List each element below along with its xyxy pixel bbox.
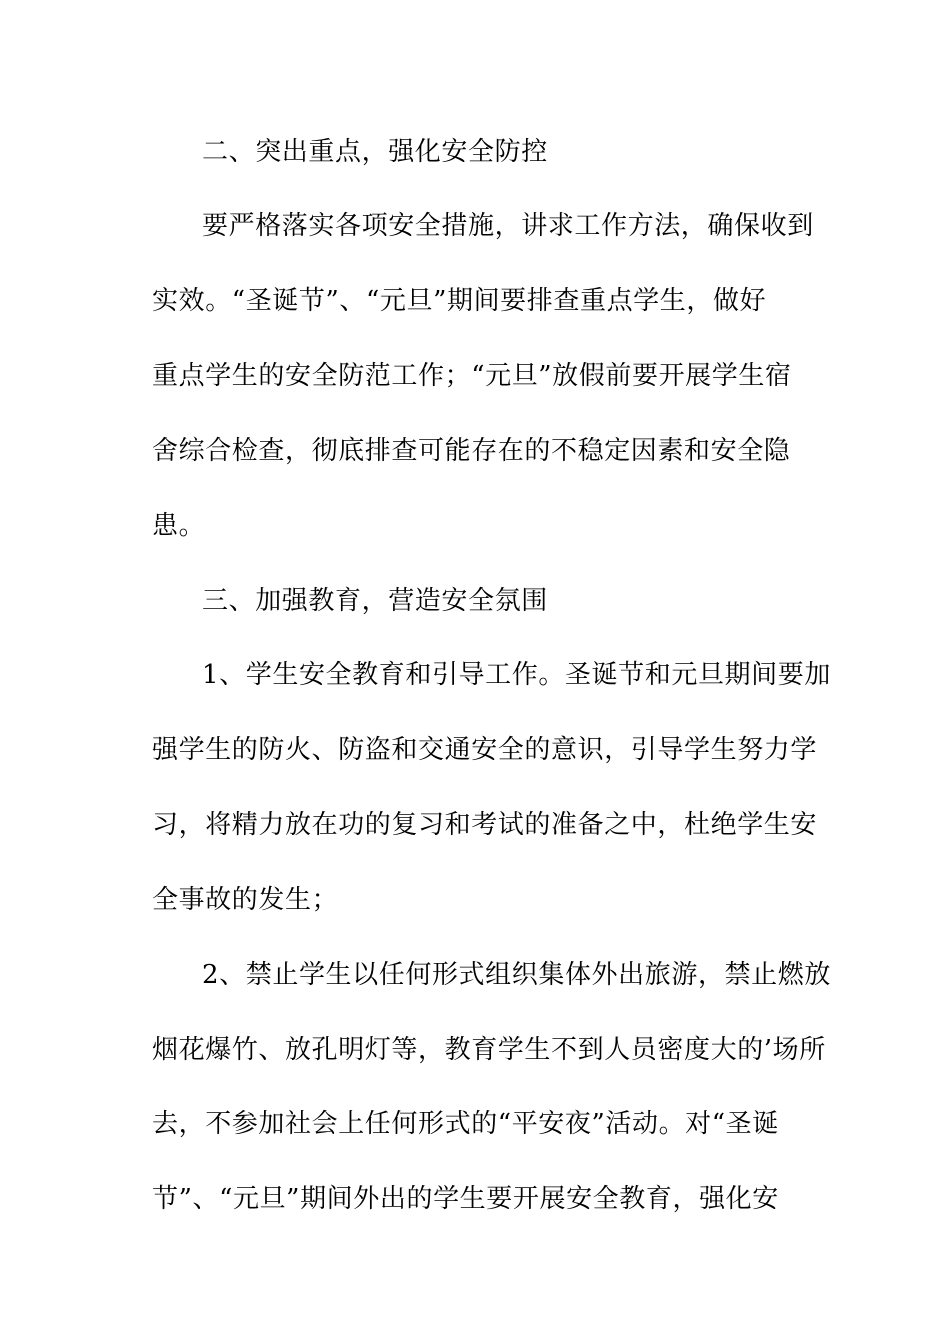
paragraph-line: 节”、“元旦”期间外出的学生要开展安全教育，强化安: [152, 1184, 779, 1214]
paragraph-line: 强学生的防火、防盗和交通安全的意识，引导学生努力学: [152, 735, 818, 765]
paragraph-line: 习，将精力放在功的复习和考试的准备之中，杜绝学生安: [152, 810, 818, 840]
paragraph-line: 全事故的发生；: [152, 885, 339, 915]
paragraph-line: 实效。“圣诞节”、“元旦”期间要排查重点学生，做好: [152, 286, 767, 316]
section-heading-3: 三、加强教育，营造安全氛围: [202, 586, 548, 616]
paragraph-line: 去，不参加社会上任何形式的“平安夜”活动。对“圣诞: [152, 1109, 779, 1139]
paragraph-line: 要严格落实各项安全措施，讲求工作方法，确保收到: [202, 211, 814, 241]
paragraph-line: 舍综合检查，彻底排查可能存在的不稳定因素和安全隐: [152, 436, 791, 466]
section-heading-2: 二、突出重点，强化安全防控: [202, 137, 548, 167]
paragraph-line: 烟花爆竹、放孔明灯等，教育学生不到人员密度大的’场所: [152, 1035, 826, 1065]
paragraph-line: 患。: [152, 511, 206, 541]
paragraph-line: 重点学生的安全防范工作；“元旦”放假前要开展学生宿: [152, 361, 792, 391]
paragraph-line: 2、禁止学生以任何形式组织集体外出旅游，禁止燃放: [202, 960, 831, 990]
paragraph-line: 1、学生安全教育和引导工作。圣诞节和元旦期间要加: [202, 660, 831, 690]
